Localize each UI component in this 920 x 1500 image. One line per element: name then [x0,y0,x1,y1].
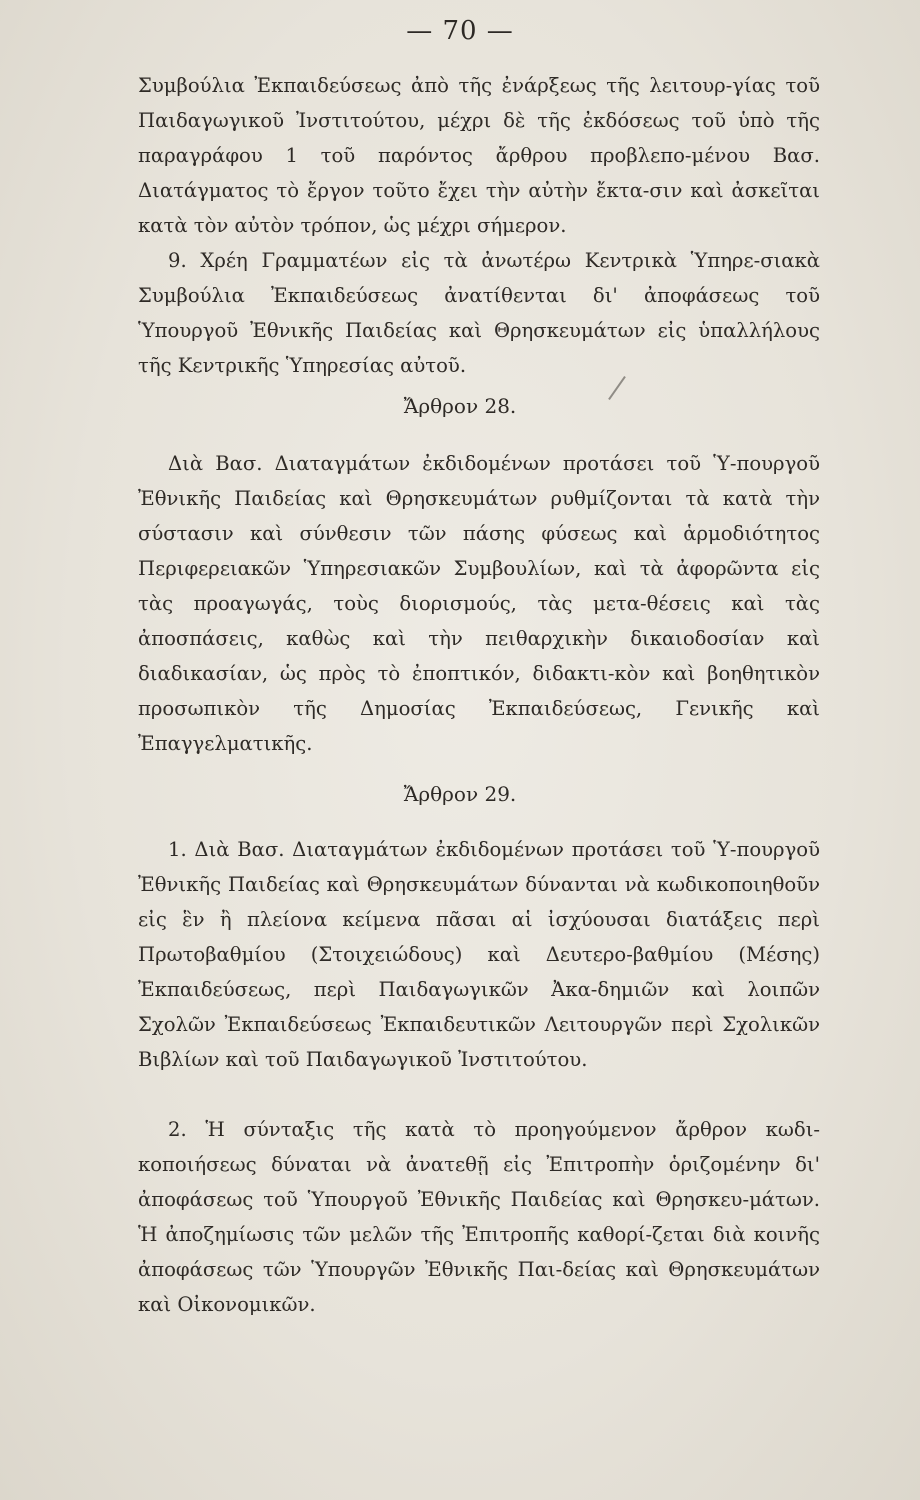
article-28-heading: Ἄρθρον 28. [403,394,517,418]
article-29-body-2 [138,1112,820,1322]
article-29-heading: Ἄρθρον 29. [403,782,517,806]
article-28-body [138,446,820,761]
article-29-paragraph-2: 2. Ἡ σύνταξις τῆς κατὰ τὸ προηγούμενον ἄρθρον κωδι-κοποιήσεως δύναται νὰ ἀνατεθῇ εἰς Ἐπιτροπὴν ὁριζομένην δι' ἀποφάσεως τοῦ Ὑπουργοῦ Ἐθνικῆς Παιδείας καὶ Θρησκευ-μάτων. Ἡ ἀποζημίωσις τῶν μελῶν τῆς Ἐπιτροπῆς καθορί-ζεται διὰ κοινῆς ἀποφάσεως τῶν Ὑπουργῶν Ἐθνικῆς Παι-δείας καὶ Θρησκευμάτων καὶ Οἰκονομικῶν. [138,1118,820,1316]
article-29-paragraph-1: 1. Διὰ Βασ. Διαταγμάτων ἐκδιδομένων προτάσει τοῦ Ὑ-πουργοῦ Ἐθνικῆς Παιδείας καὶ Θρησκευμάτων δύνανται νὰ κωδικοποιηθοῦν εἰς ἓν ἢ πλείονα κείμενα πᾶσαι αἱ ἰσχύουσαι διατάξεις περὶ Πρωτοβαθμίου (Στοιχειώδους) καὶ Δευτερο-βαθμίου (Μέσης) Ἐκπαιδεύσεως, περὶ Παιδαγωγικῶν Ἀκα-δημιῶν καὶ λοιπῶν Σχολῶν Ἐκπαιδεύσεως Ἐκπαιδευτικῶν Λειτουργῶν περὶ Σχολικῶν Βιβλίων καὶ τοῦ Παιδαγωγικοῦ Ἰνστιτούτου. [138,838,820,1071]
page-number: — 70 — [406,16,514,46]
article-29-body [138,832,820,1077]
article-28-text: Διὰ Βασ. Διαταγμάτων ἐκδιδομένων προτάσει τοῦ Ὑ-πουργοῦ Ἐθνικῆς Παιδείας καὶ Θρησκευμάτων ρυθμίζονται τὰ κατὰ τὴν σύστασιν καὶ σύνθεσιν τῶν πάσης φύσεως καὶ ἁρμοδιότητος Περιφερειακῶν Ὑπηρεσιακῶν Συμβουλίων, καὶ τὰ ἀφορῶντα εἰς τὰς προαγωγάς, τοὺς διορισμούς, τὰς μετα-θέσεις καὶ τὰς ἀποσπάσεις, καθὼς καὶ τὴν πειθαρχικὴν δικαιοδοσίαν καὶ διαδικασίαν, ὡς πρὸς τὸ ἐποπτικόν, διδακτι-κὸν καὶ βοηθητικὸν προσωπικὸν τῆς Δημοσίας Ἐκπαιδεύσεως, Γενικῆς καὶ Ἐπαγγελματικῆς. [138,452,820,755]
paragraph-9: 9. Χρέη Γραμματέων εἰς τὰ ἀνωτέρω Κεντρικὰ Ὑπηρε-σιακὰ Συμβούλια Ἐκπαιδεύσεως ἀνατίθενται δι' ἀποφάσεως τοῦ Ὑπουργοῦ Ἐθνικῆς Παιδείας καὶ Θρησκευμάτων εἰς ὑπαλλήλους τῆς Κεντρικῆς Ὑπηρεσίας αὐτοῦ. [138,249,820,377]
continued-text-block [138,68,820,383]
paragraph-continued: Συμβούλια Ἐκπαιδεύσεως ἀπὸ τῆς ἐνάρξεως τῆς λειτουρ-γίας τοῦ Παιδαγωγικοῦ Ἰνστιτούτου, μέχρι δὲ τῆς ἐκδόσεως τοῦ ὑπὸ τῆς παραγράφου 1 τοῦ παρόντος ἄρθρου προβλεπο-μένου Βασ. Διατάγματος τὸ ἔργον τοῦτο ἔχει τὴν αὐτὴν ἔκτα-σιν καὶ ἀσκεῖται κατὰ τὸν αὐτὸν τρόπον, ὡς μέχρι σήμερον. [138,74,820,237]
